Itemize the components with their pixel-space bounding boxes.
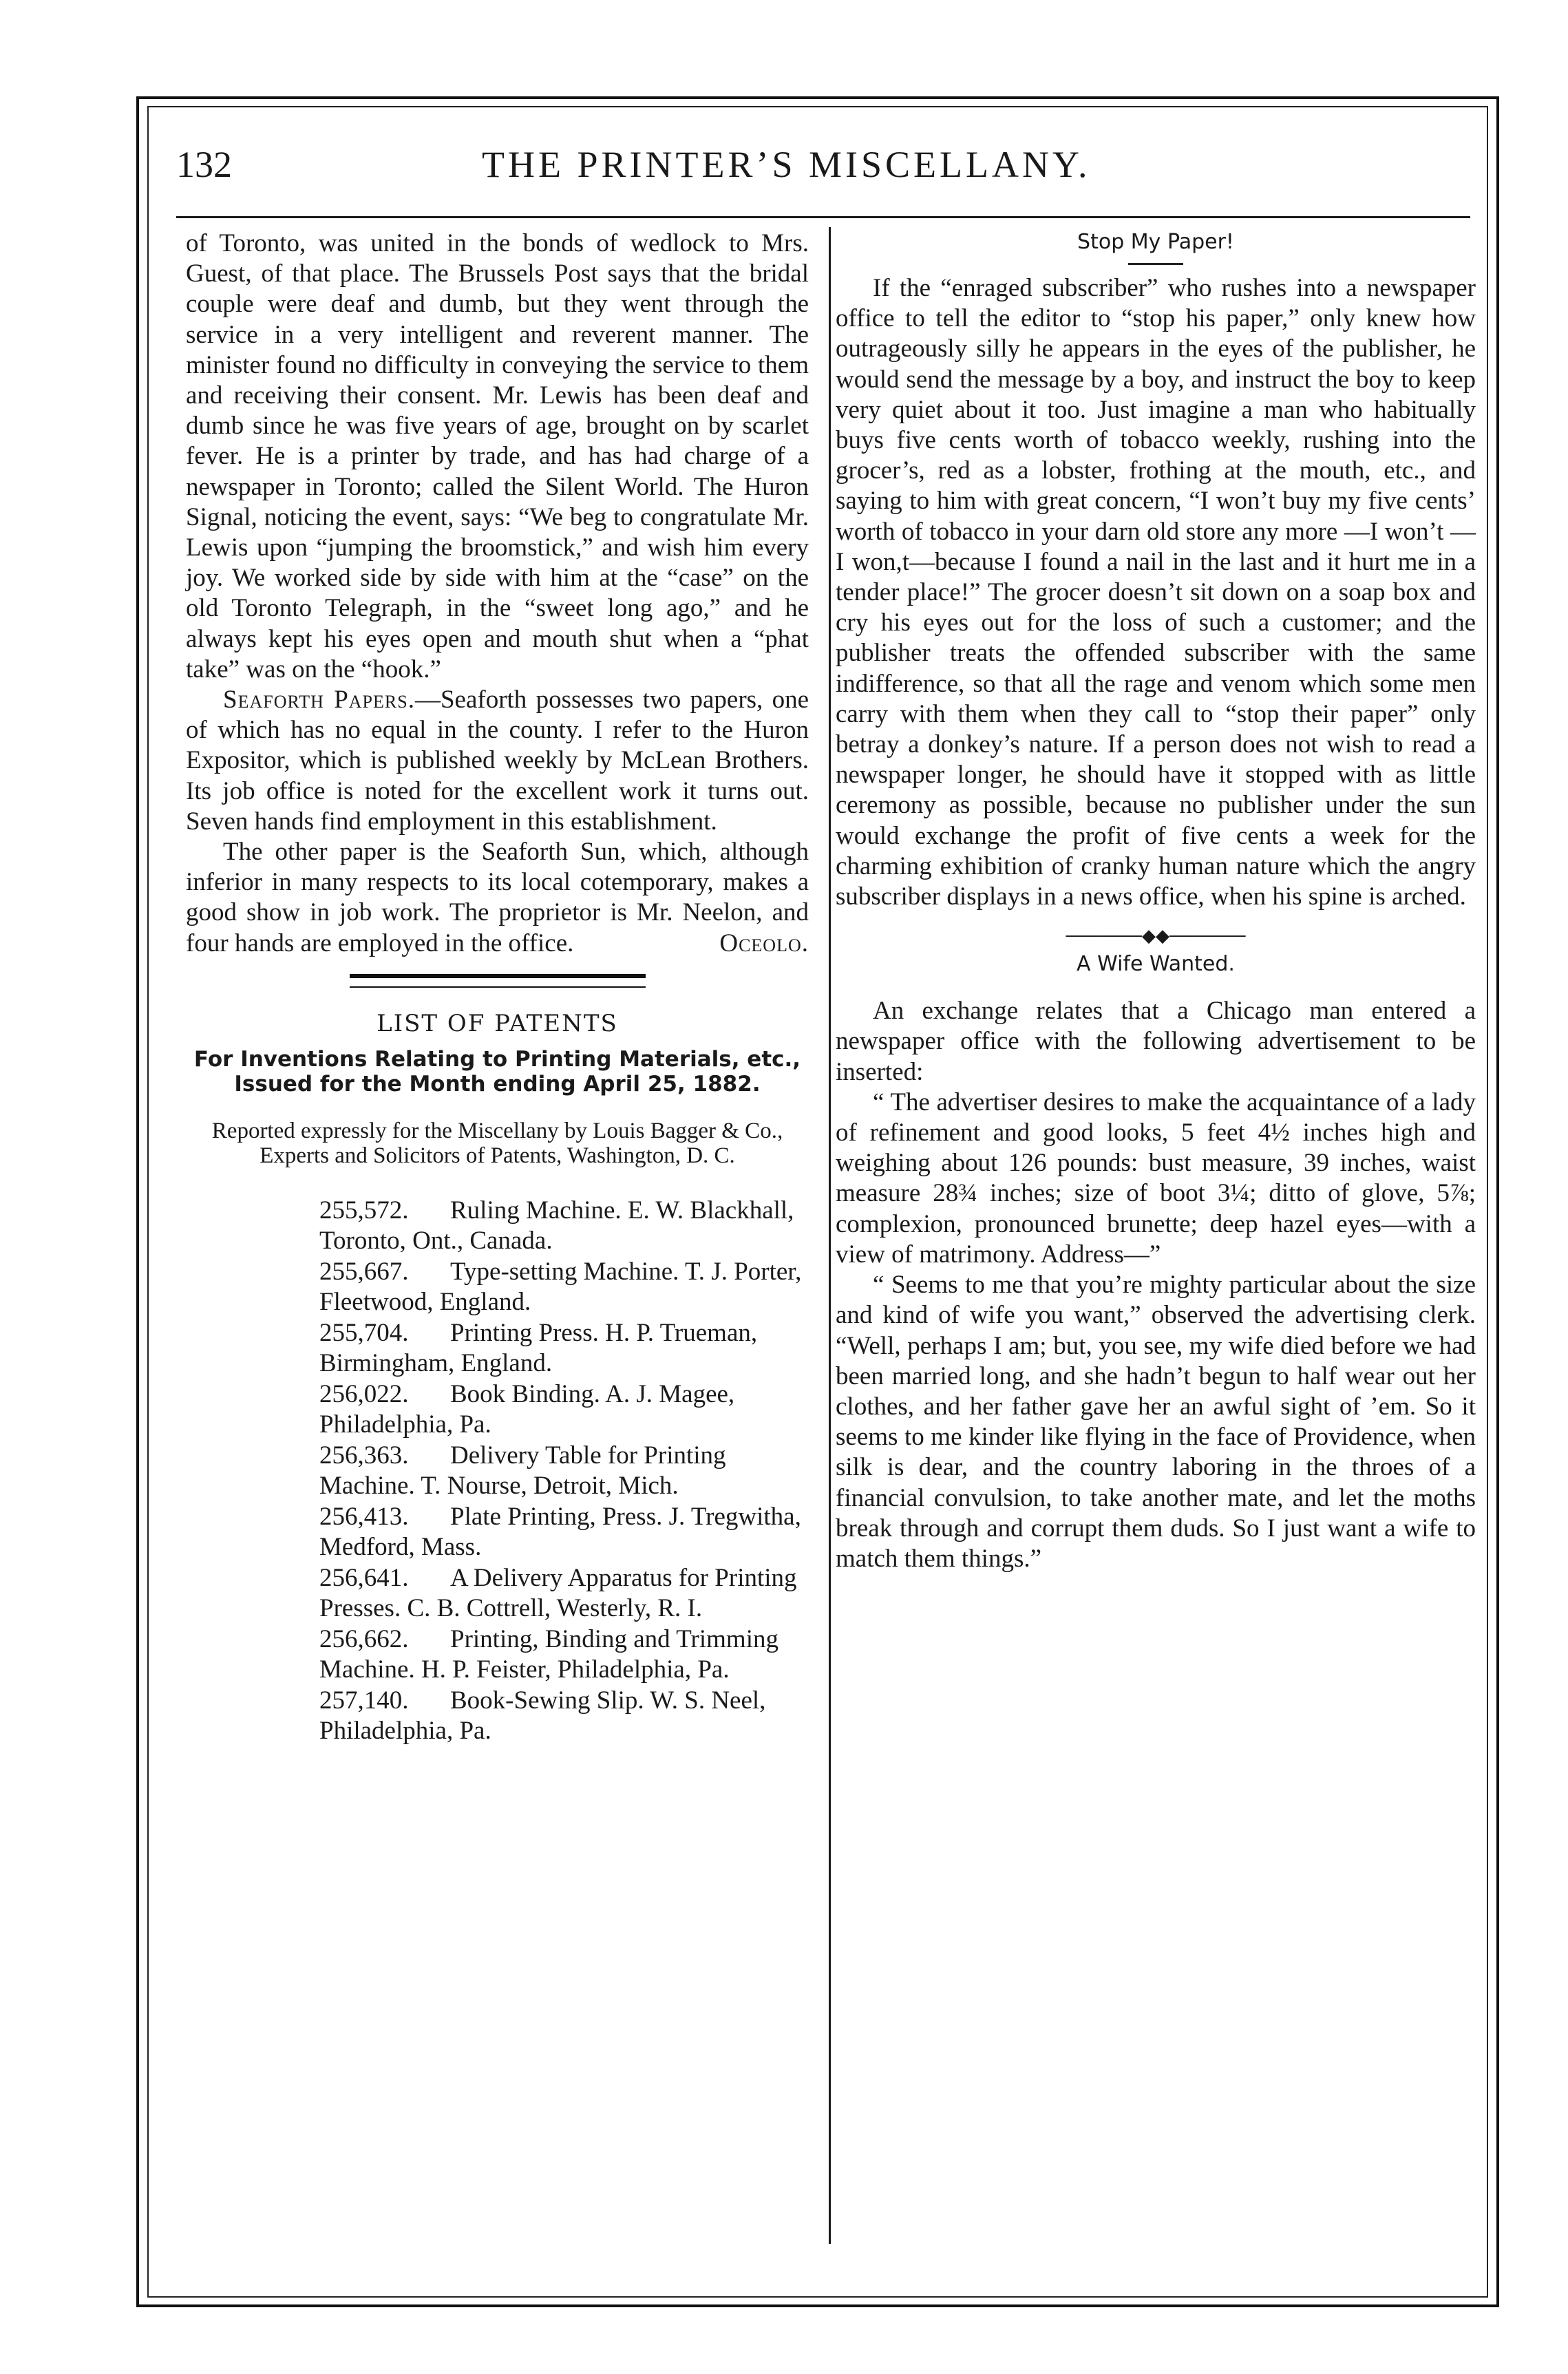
- patent-item: [186, 1196, 809, 1257]
- patent-text: Type-setting Machine. T. J. Porter, Fleetwood, England.: [319, 1257, 802, 1317]
- patent-item: [186, 1686, 809, 1747]
- wife-wanted-advertisement: “ The advertiser desires to make the acquaintance of a lady of refinement and good looks, 5 feet 4½ inches high and weighing about 126 pounds: bust measure, 39 inches, waist measure 28¾ inches; size of boot 3¼; ditto of glove, 5⅞; complexion, pronounced brunette; deep hazel eyes—with a view of matrimony. Address—”: [836, 1088, 1476, 1269]
- ornament-rule: ──────◆◆──────: [1066, 926, 1246, 946]
- seaforth-text: —Seaforth possesses two papers, one of which has no equal in the county. I refer to the Huron Expositor, which is published weekly by McLean Brothers. Its job office is noted for the excellent work it turns out. Seven hands find employment in this establishment.: [186, 686, 809, 836]
- patent-list: [186, 1196, 809, 1747]
- seaforth-lead: Seaforth Papers.: [223, 686, 415, 714]
- seaforth-paragraph: [186, 685, 809, 837]
- patent-text: Plate Printing, Press. J. Tregwitha, Medford, Mass.: [319, 1502, 801, 1562]
- patent-number: 256,413.: [319, 1502, 409, 1531]
- stop-my-paper-heading: Stop My Paper!: [1077, 230, 1234, 254]
- patent-item: [186, 1563, 809, 1624]
- wife-wanted-dialogue: “ Seems to me that you’re mighty particular about the size and kind of wife you want,” observed the advertising clerk. “Well, perhaps I am; but, you see, my wife died before we had been married long, and she hadn’t begun to half wear out her clothes, and her father gave her an awful sight of ’em. So it seems to me kinder like flying in the face of Providence, when silk is dear, and the country laboring in the throes of a financial convulsion, to take another mate, and let the moths break through and corrupt them duds. So I just want a wife to match them things.”: [836, 1271, 1476, 1573]
- wife-wanted-heading: A Wife Wanted.: [1077, 952, 1235, 977]
- wedding-paragraph: of Toronto, was united in the bonds of wedlock to Mrs. Guest, of that place. The Brussels Post says that the bridal couple were deaf and dumb, but they went through the service in a very intelligent and reverent manner. The minister found no difficulty in conveying the service to them and receiving their consent. Mr. Lewis has been deaf and dumb since he was five years of age, brought on by scarlet fever. He is a printer by trade, and has had charge of a newspaper in Toronto; called the Silent World. The Huron Signal, noticing the event, says: “We beg to congratulate Mr. Lewis upon “jumping the broomstick,” and wish him every joy. We worked side by side with him at the “case” on the old Toronto Telegraph, in the “sweet long ago,” and he always kept his eyes open and mouth shut when a “phat take” was on the “hook.”: [186, 229, 809, 683]
- patent-item: [186, 1379, 809, 1441]
- page-number: 132: [176, 144, 232, 185]
- patent-number: 256,022.: [319, 1379, 409, 1408]
- patents-title: LIST OF PATENTS: [377, 1009, 618, 1037]
- column-divider: [829, 227, 831, 2244]
- stop-my-paper-body: If the “enraged subscriber” who rushes into a newspaper office to tell the editor to “stop his paper,” only knew how outrageously silly he appears in the eyes of the publisher, he would send the message by a boy, and instruct the boy to keep very quiet about it too. Just imagine a man who habitually buys five cents worth of tobacco weekly, rushing into the grocer’s, red as a lobster, frothing at the mouth, etc., and saying to him with great concern, “I won’t buy my five cents’ worth of tobacco in your darn old store any more —I won’t —I won,t—because I found a nail in the last and it hurt me in a tender place!” The grocer doesn’t sit down on a soap box and cry his eyes out for the loss of such a customer; and the publisher treats the offended subscriber with the same indifference, so that all the rage and venom which some men carry with them when they call to “stop their paper” only betray a donkey’s nature. If a person does not wish to read a newspaper longer, he should have it stopped with as little ceremony as possible, because no publisher under the sun would exchange the profit of five cents a week for the charming exhibition of cranky human nature which the angry subscriber displays in a news office, when his spine is arched.: [836, 274, 1476, 911]
- patent-number: 255,667.: [319, 1257, 409, 1286]
- right-column: [836, 229, 1476, 1574]
- patents-subtitle: For Inventions Relating to Printing Materials, etc., Issued for the Month ending April 25, 1882.: [193, 1046, 801, 1096]
- patent-text: Printing Press. H. P. Trueman, Birmingham, England.: [319, 1318, 758, 1378]
- patent-number: 256,363.: [319, 1441, 409, 1470]
- header-rule: [176, 216, 1470, 218]
- patent-item: [186, 1441, 809, 1502]
- patent-number: 255,572.: [319, 1196, 409, 1225]
- patent-text: Ruling Machine. E. W. Blackhall, Toronto, Ont., Canada.: [319, 1196, 794, 1255]
- seaforth-sun-text: The other paper is the Seaforth Sun, which, although inferior in many respects to its local cotemporary, makes a good show in job work. The proprietor is Mr. Neelon, and four hands are employed in the office.: [186, 838, 809, 957]
- patent-item: [186, 1257, 809, 1318]
- patent-text: Printing, Binding and Trimming Machine. H. P. Feister, Philadelphia, Pa.: [319, 1624, 778, 1684]
- heading-underline: [1128, 263, 1183, 265]
- signature: Oceolo.: [719, 929, 809, 957]
- section-rule: [350, 974, 646, 988]
- patent-number: 255,704.: [319, 1318, 409, 1347]
- patent-number: 256,641.: [319, 1563, 409, 1592]
- patent-text: Book Binding. A. J. Magee, Philadelphia, Pa.: [319, 1379, 735, 1439]
- left-column: [186, 229, 809, 1747]
- page-title: THE PRINTER’S MISCELLANY.: [482, 144, 1091, 185]
- wife-wanted-intro: An exchange relates that a Chicago man entered a newspaper office with the following advertisement to be inserted:: [836, 997, 1476, 1086]
- seaforth-sun-paragraph: [186, 837, 809, 959]
- patent-item: [186, 1502, 809, 1563]
- patent-text: A Delivery Apparatus for Printing Presses. C. B. Cottrell, Westerly, R. I.: [319, 1563, 797, 1623]
- patents-note: Reported expressly for the Miscellany by Louis Bagger & Co., Experts and Solicitors of Patents, Washington, D. C.: [211, 1118, 783, 1168]
- patent-item: [186, 1318, 809, 1379]
- patent-item: [186, 1624, 809, 1686]
- patent-text: Delivery Table for Printing Machine. T. Nourse, Detroit, Mich.: [319, 1441, 726, 1501]
- patent-text: Book-Sewing Slip. W. S. Neel, Philadelphia, Pa.: [319, 1686, 766, 1746]
- patent-number: 257,140.: [319, 1686, 409, 1715]
- patent-number: 256,662.: [319, 1624, 409, 1653]
